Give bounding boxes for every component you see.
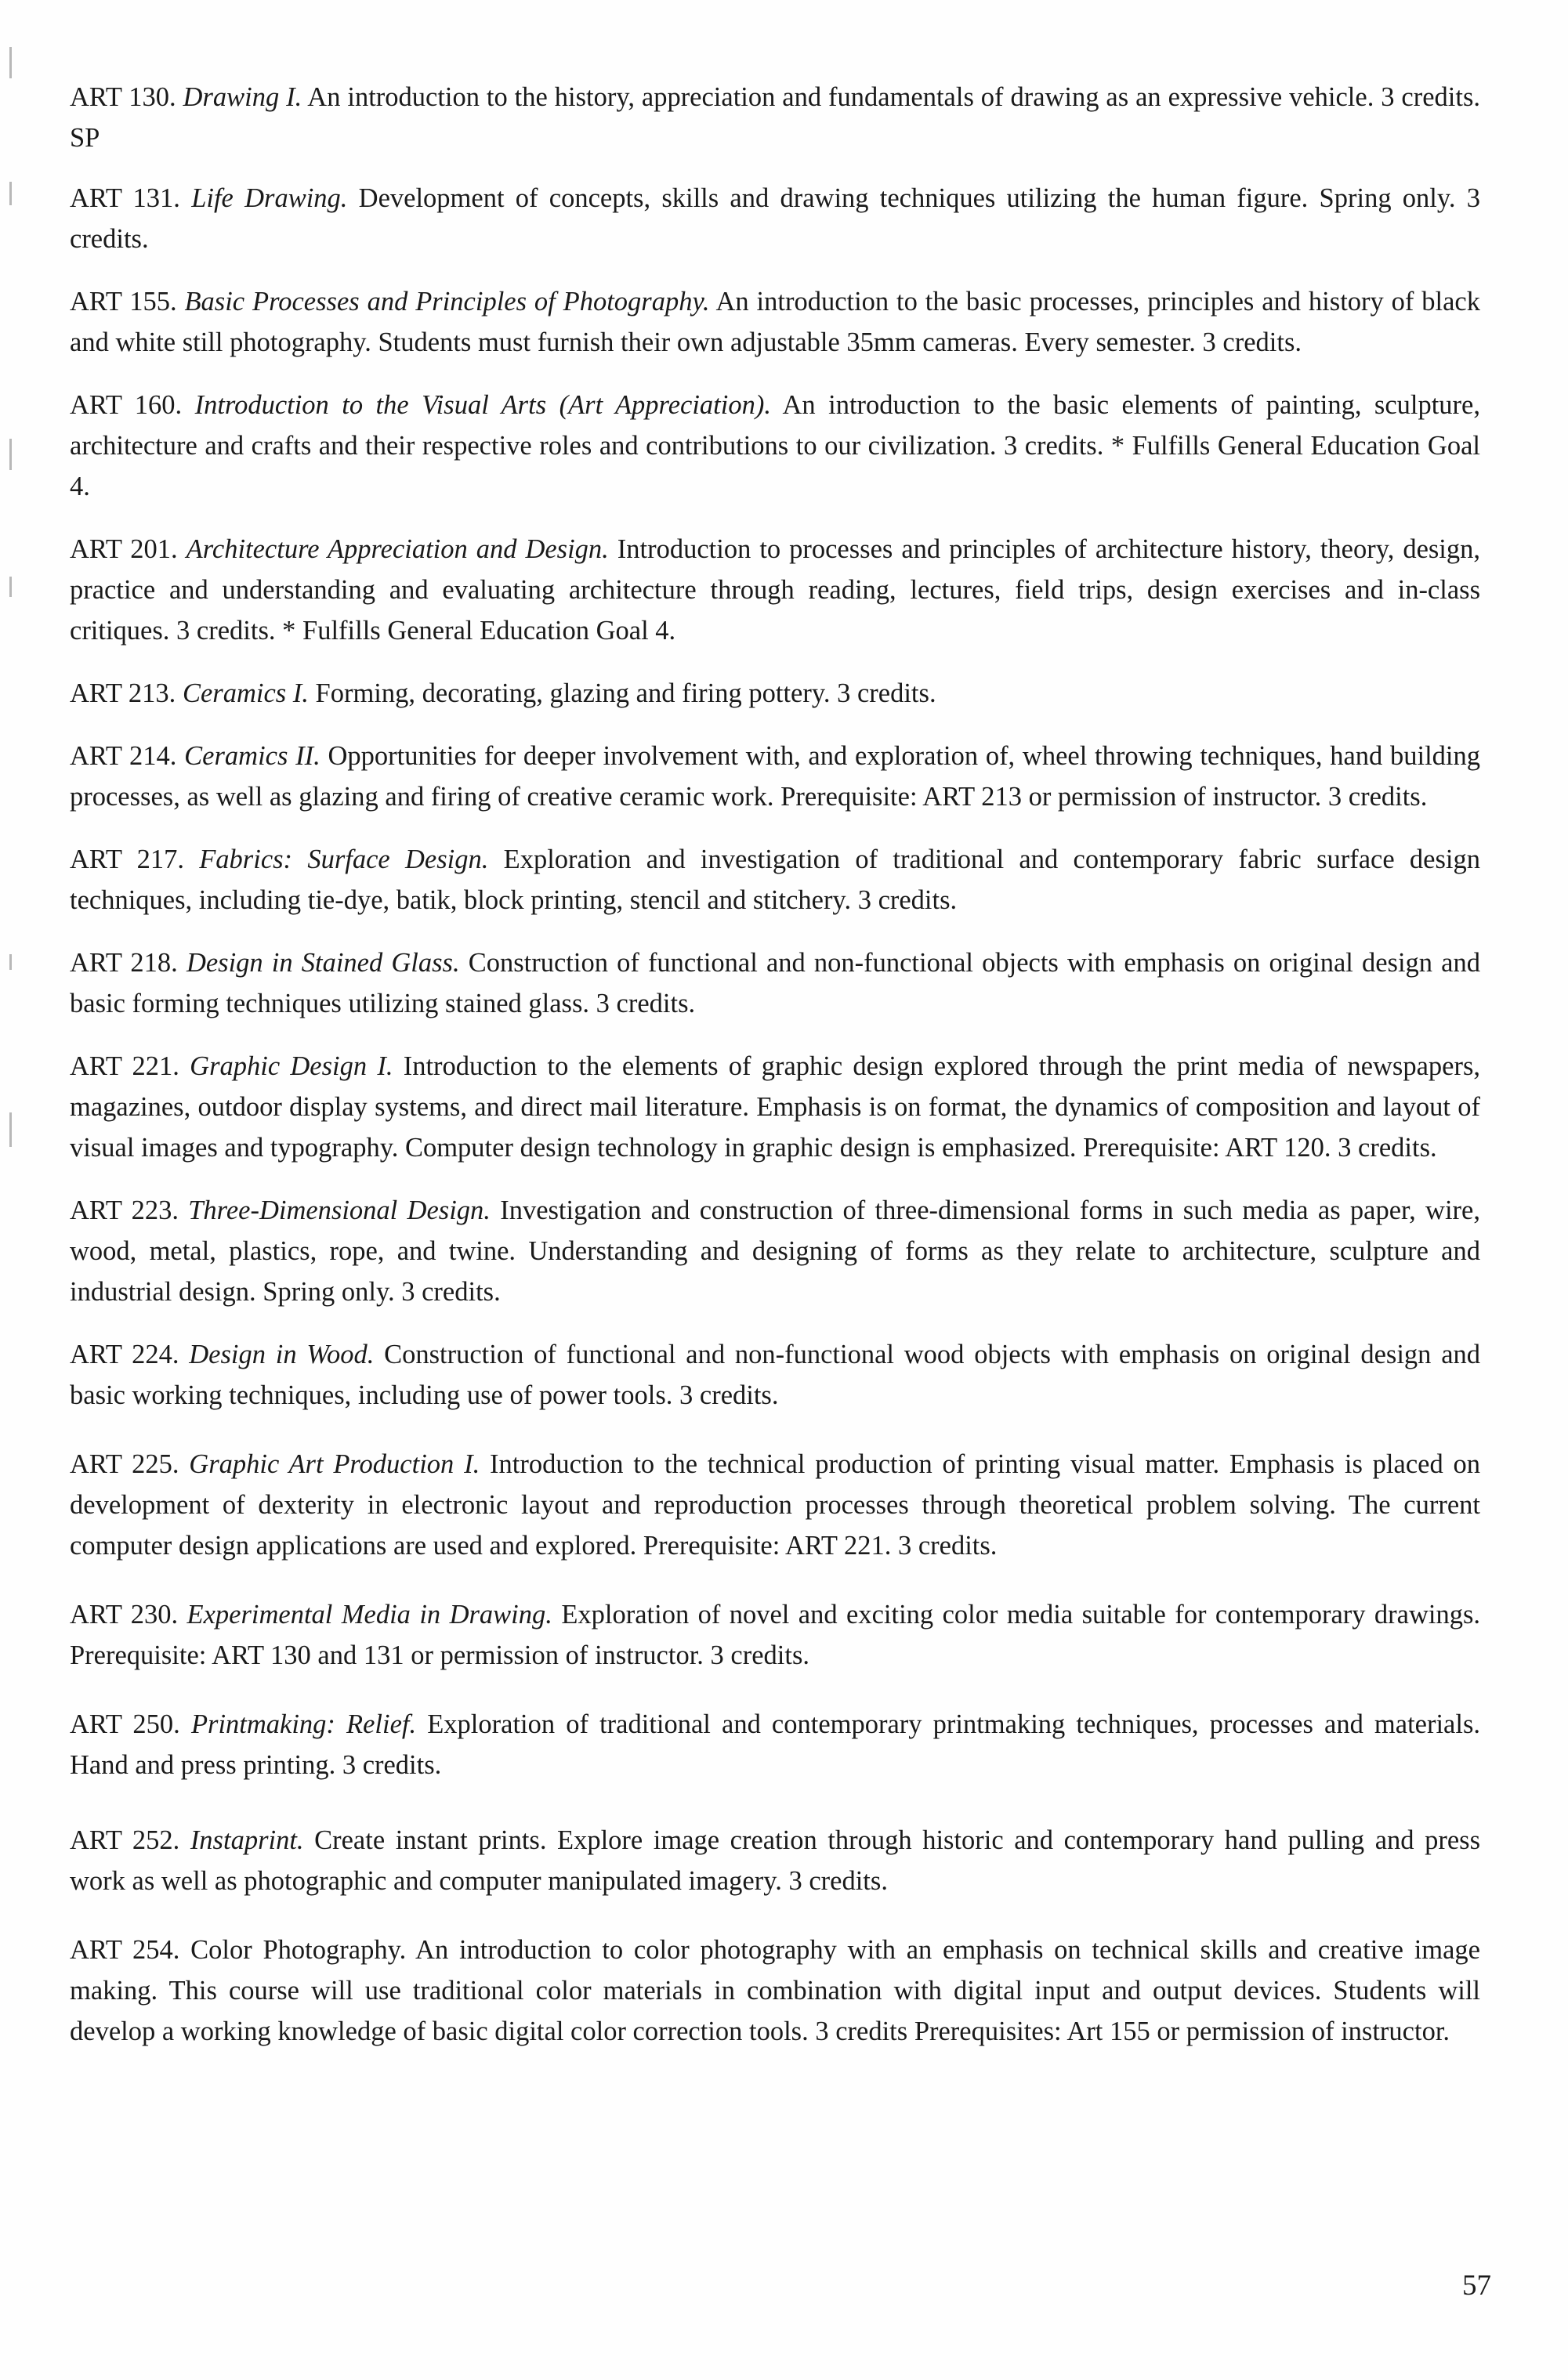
course-code: ART 201. [70, 534, 178, 564]
scan-edge-mark [9, 954, 12, 970]
course-title: Design in Stained Glass. [186, 948, 460, 978]
course-title: Ceramics I. [182, 678, 309, 708]
course-title: Introduction to the Visual Arts (Art Appreciation). [194, 390, 771, 420]
course-description: Introduction to the technical production of printing visual matter. Emphasis is placed on development of dexterity in electronic layout and reproduction processes through theoretical problem solving. The current computer design applications are used and explored. Prerequisite: ART 221. 3 credits. [70, 1449, 1480, 1561]
course-description: Investigation and construction of three-dimensional forms in such media as paper, wire, wood, metal, plastics, rope, and twine. Understanding and designing of forms as they relate to architecture, sculpture and industrial design. Spring only. 3 credits. [70, 1195, 1480, 1307]
course-entry [70, 1594, 1480, 1676]
course-entry [70, 1190, 1480, 1312]
course-description: Exploration of novel and exciting color media suitable for contemporary drawings. Prerequisite: ART 130 and 131 or permission of instructor. 3 credits. [70, 1600, 1481, 1670]
course-entry [70, 673, 1480, 714]
course-description: Opportunities for deeper involvement with, and exploration of, wheel throwing techniques, hand building processes, as well as glazing and firing of creative ceramic work. Prerequisite: ART 213 or permission of instructor. 3 credits. [70, 741, 1481, 812]
course-entry [70, 1334, 1480, 1416]
course-code: ART 217. [70, 845, 184, 874]
course-entry [70, 1930, 1480, 2052]
course-title: Printmaking: Relief. [190, 1709, 417, 1739]
course-code: ART 218. [70, 948, 178, 978]
course-code: ART 250. [70, 1709, 180, 1739]
course-code: ART 214. [70, 741, 177, 771]
course-title: Fabrics: Surface Design. [199, 845, 489, 874]
course-title: Design in Wood. [189, 1340, 375, 1369]
course-entry [70, 385, 1480, 507]
scan-edge-mark [9, 47, 12, 78]
course-title: Experimental Media in Drawing. [186, 1600, 552, 1629]
course-title: Basic Processes and Principles of Photography. [184, 287, 710, 316]
course-title: Graphic Art Production I. [189, 1449, 480, 1479]
course-description: Construction of functional and non-functional wood objects with emphasis on original design and basic working techniques, including use of power tools. 3 credits. [70, 1340, 1481, 1410]
scan-edge-mark [9, 1112, 12, 1147]
course-title: Three-Dimensional Design. [188, 1195, 491, 1225]
course-code: ART 224. [70, 1340, 179, 1369]
course-description: Exploration and investigation of traditional and contemporary fabric surface design techniques, including tie-dye, batik, block printing, stencil and stitchery. 3 credits. [70, 845, 1480, 915]
course-title: Life Drawing. [191, 183, 348, 213]
course-code: ART 252. [70, 1825, 180, 1855]
course-code: ART 213. [70, 678, 176, 708]
course-code: ART 225. [70, 1449, 179, 1479]
scan-edge-mark [9, 182, 12, 205]
course-code: ART 223. [70, 1195, 179, 1225]
course-title: Drawing I. [183, 82, 302, 112]
course-code: ART 155. [70, 287, 177, 316]
course-entry [70, 736, 1480, 817]
course-code: ART 160. [70, 390, 183, 420]
course-entry [70, 529, 1480, 651]
course-description: An introduction to the basic elements of painting, sculpture, architecture and crafts and their respective roles and contributions to our civilization. 3 credits. * Fulfills General Education Goal 4. [70, 390, 1480, 501]
course-description: Color Photography. An introduction to color photography with an emphasis on technical skills and creative image making. This course will use traditional color materials in combination with digital input and output devices. Students will develop a working knowledge of basic digital color correction tools. 3 credits Prerequisites: Art 155 or permission of instructor. [70, 1935, 1480, 2046]
course-code: ART 230. [70, 1600, 179, 1629]
course-description: Exploration of traditional and contemporary printmaking techniques, processes and materials. Hand and press printing. 3 credits. [70, 1709, 1481, 1780]
course-description: Forming, decorating, glazing and firing pottery. 3 credits. [315, 678, 936, 708]
course-code: ART 130. [70, 82, 176, 112]
course-description: An introduction to the basic processes, principles and history of black and white still photography. Students must furnish their own adjustable 35mm cameras. Every semester. 3 credits. [70, 287, 1480, 357]
course-description: Create instant prints. Explore image creation through historic and contemporary hand pulling and press work as well as photographic and computer manipulated imagery. 3 credits. [70, 1825, 1480, 1896]
course-description: Introduction to processes and principles of architecture history, theory, design, practice and understanding and evaluating architecture through reading, lectures, field trips, design exercises and in-class critiques. 3 credits. * Fulfills General Education Goal 4. [70, 534, 1481, 646]
course-entry [70, 1820, 1480, 1901]
course-entry [70, 1046, 1480, 1168]
course-description: Development of concepts, skills and drawing techniques utilizing the human figure. Spring only. 3 credits. [70, 183, 1481, 254]
course-entry [70, 281, 1480, 363]
course-title: Ceramics II. [184, 741, 320, 771]
course-entry [70, 839, 1480, 921]
scan-edge-mark [9, 577, 12, 597]
course-title: Architecture Appreciation and Design. [186, 534, 609, 564]
course-code: ART 131. [70, 183, 180, 213]
course-entry [70, 178, 1480, 259]
course-description: An introduction to the history, appreciation and fundamentals of drawing as an expressive vehicle. 3 credits. SP [70, 82, 1480, 153]
course-description: Introduction to the elements of graphic design explored through the print media of newspapers, magazines, outdoor display systems, and direct mail literature. Emphasis is on format, the dynamics of composition and layout of visual images and typography. Computer design technology in graphic design is emphasized. Prerequisite: ART 120. 3 credits. [70, 1051, 1481, 1163]
course-title: Graphic Design I. [190, 1051, 393, 1081]
course-list [70, 77, 1480, 2052]
course-code: ART 254. [70, 1935, 180, 1965]
page-number: 57 [1462, 2270, 1491, 2302]
course-code: ART 221. [70, 1051, 179, 1081]
course-entry [70, 77, 1480, 158]
course-entry [70, 942, 1480, 1024]
course-entry [70, 1444, 1480, 1566]
course-title: Instaprint. [190, 1825, 304, 1855]
course-entry [70, 1704, 1480, 1785]
scan-edge-mark [9, 439, 12, 470]
course-description: Construction of functional and non-functional objects with emphasis on original design and basic forming techniques utilizing stained glass. 3 credits. [70, 948, 1480, 1018]
